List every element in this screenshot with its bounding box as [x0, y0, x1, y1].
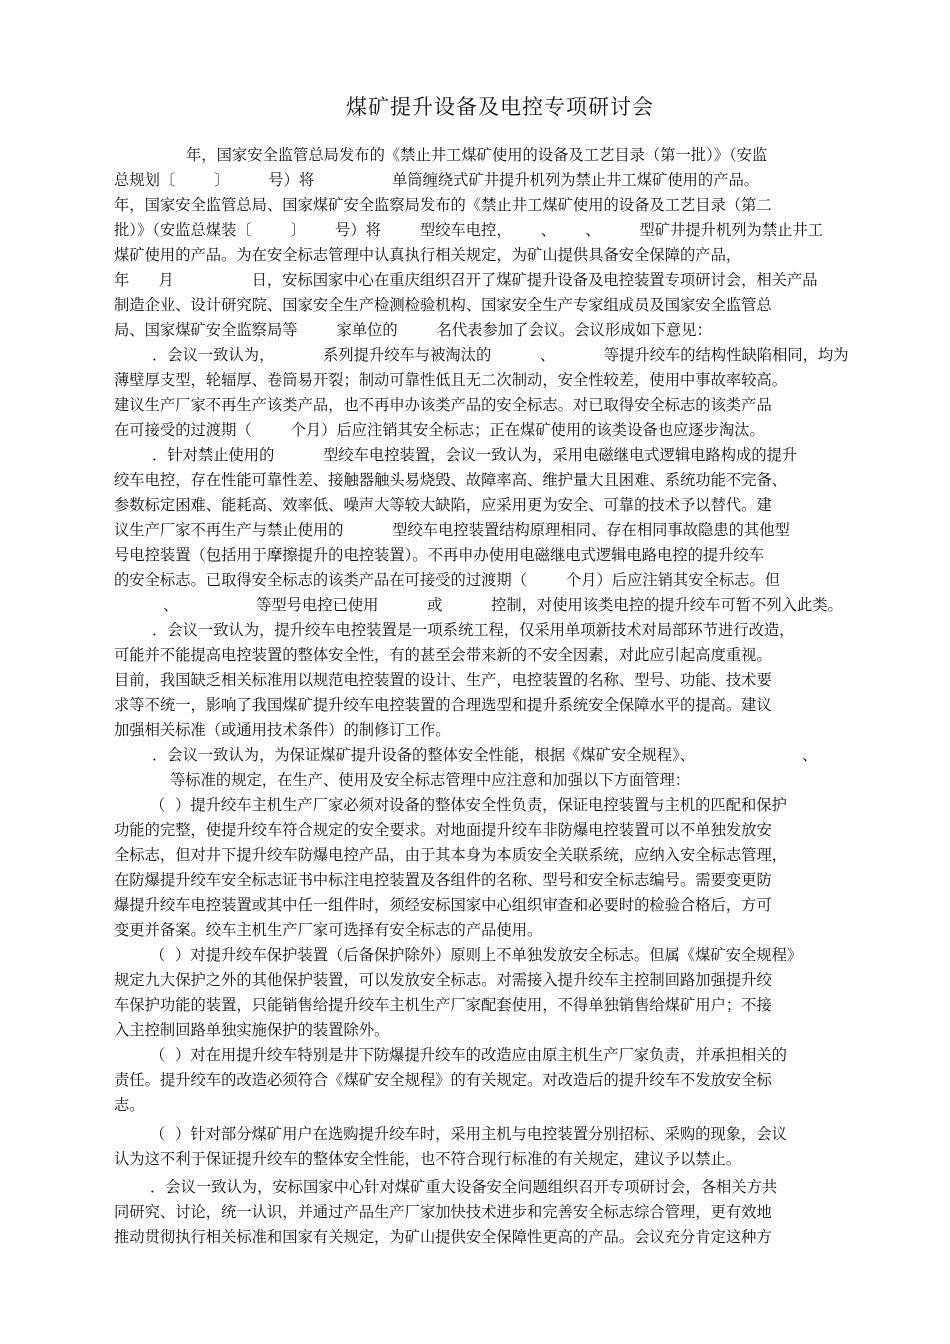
body-line: （ ）提升绞车主机生产厂家必须对设备的整体安全性负责，保证电控装置与主机的匹配和保护	[150, 796, 787, 814]
body-line: （ ）对在用提升绞车特别是井下防爆提升绞车的改造应由原主机生产厂家负责，并承担相关的	[150, 1046, 787, 1064]
body-line: ．针对禁止使用的 型绞车电控装置，会议一致认为，采用电磁继电式逻辑电路构成的提升	[152, 446, 798, 464]
body-line: ．会议一致认为，为保证煤矿提升设备的整体安全性能，根据《煤矿安全规程》、 、	[152, 746, 818, 764]
body-line: ．会议一致认为， 系列提升绞车与被淘汰的 、 等提升绞车的结构性缺陷相同，均为	[152, 346, 849, 364]
body-line: 薄壁厚支型，轮辐厚、卷筒易开裂；制动可靠性低且无二次制动，安全性较差，使用中事故率较高。	[114, 371, 788, 389]
body-line: 全标志，但对井下提升绞车防爆电控产品，由于其本身为本质安全关联系统，应纳入安全标志管理，	[114, 846, 788, 864]
body-line: 功能的完整，使提升绞车符合规定的安全要求。对地面提升绞车非防爆电控装置可以不单独发放安	[114, 821, 772, 839]
body-line: 年，国家安全监管总局、国家煤矿安全监察局发布的《禁止井工煤矿使用的设备及工艺目录（第二	[114, 196, 772, 214]
body-line: 参数标定困难、能耗高、效率低、噪声大等较大缺陷，应采用更为安全、可靠的技术予以替代。建	[114, 496, 772, 514]
body-line: 号电控装置（包括用于摩擦提升的电控装置）。不再申办使用电磁继电式逻辑电路电控的提升绞车	[114, 546, 765, 564]
body-line: 规定九大保护之外的其他保护装置，可以发放安全标志。对需接入提升绞车主控制回路加强提升绞	[114, 971, 772, 989]
body-line: 等标准的规定，在生产、使用及安全标志管理中应注意和加强以下方面管理：	[170, 771, 691, 789]
body-line: 在可接受的过渡期（ 个月）后应注销其安全标志；正在煤矿使用的该类设备也应逐步淘汰。	[114, 421, 765, 439]
body-line: 求等不统一，影响了我国煤矿提升绞车电控装置的合理选型和提升系统安全保障水平的提高。建议	[114, 696, 772, 714]
body-line: 在防爆提升绞车安全标志证书中标注电控装置及各组件的名称、型号和安全标志编号。需要变更防	[114, 871, 772, 889]
body-line: 年 月 日，安标国家中心在重庆组织召开了煤矿提升设备及电控装置专项研讨会，相关产品	[114, 271, 818, 289]
body-line: 爆提升绞车电控装置或其中任一组件时，须经安标国家中心组织审查和必要时的检验合格后，方可	[114, 896, 772, 914]
body-line: 入主控制回路单独实施保护的装置除外。	[114, 1021, 390, 1039]
body-line: 煤矿使用的产品。为在安全标志管理中认真执行相关规定，为矿山提供具备安全保障的产品，	[114, 246, 742, 264]
body-line: 责任。提升绞车的改造必须符合《煤矿安全规程》的有关规定。对改造后的提升绞车不发放安全标	[114, 1071, 772, 1089]
body-line: 、 等型号电控已使用 或 控制，对使用该类电控的提升绞车可暂不列入此类。	[163, 596, 843, 614]
body-line: 年，国家安全监管总局发布的《禁止井工煤矿使用的设备及工艺目录（第一批）》（安监	[186, 146, 768, 164]
body-line: 认为这不利于保证提升绞车的整体安全性能，也不符合现行标准的有关规定，建议予以禁止。	[114, 1150, 742, 1168]
body-line: ．会议一致认为，提升绞车电控装置是一项系统工程，仅采用单项新技术对局部环节进行改造，	[152, 621, 795, 639]
body-line: 议生产厂家不再生产与禁止使用的 型绞车电控装置结构原理相同、存在相同事故隐患的其他型	[114, 521, 790, 539]
body-line: ．会议一致认为，安标国家中心针对煤矿重大设备安全问题组织召开专项研讨会，各相关方共	[150, 1178, 778, 1196]
body-line: （ ）针对部分煤矿用户在选购提升绞车时，采用主机与电控装置分别招标、采购的现象，会议	[150, 1125, 787, 1143]
body-line: 变更并备案。绞车主机生产厂家可选择有安全标志的产品使用。	[114, 921, 543, 939]
document-title: 煤矿提升设备及电控专项研讨会	[346, 95, 654, 119]
body-line: 加强相关标准（或通用技术条件）的制修订工作。	[114, 721, 451, 739]
body-line: 可能并不能提高电控装置的整体安全性，有的甚至会带来新的不安全因素，对此应引起高度重视。	[114, 646, 772, 664]
body-line: 的安全标志。已取得安全标志的该类产品在可接受的过渡期（ 个月）后应注销其安全标志。但	[114, 571, 781, 589]
body-line: 批）》（安监总煤装〔 〕 号）将 型绞车电控， 、 、 型矿井提升机列为禁止井工	[114, 221, 824, 239]
body-line: 局、国家煤矿安全监察局等 家单位的 名代表参加了会议。会议形成如下意见：	[114, 321, 712, 339]
body-line: 推动贯彻执行相关标准和国家有关规定，为矿山提供安全保障性更高的产品。会议充分肯定这种方	[114, 1228, 772, 1246]
body-line: 车保护功能的装置，只能销售给提升绞车主机生产厂家配套使用，不得单独销售给煤矿用户；不接	[114, 996, 772, 1014]
body-line: 目前，我国缺乏相关标准用以规范电控装置的设计、生产，电控装置的名称、型号、功能、技术要	[114, 671, 772, 689]
body-line: （ ）对提升绞车保护装置（后备保护除外）原则上不单独发放安全标志。但属《煤矿安全规程》	[150, 946, 803, 964]
body-line: 建议生产厂家不再生产该类产品，也不再申办该类产品的安全标志。对已取得安全标志的该类产品	[114, 396, 772, 414]
body-line: 绞车电控，存在性能可靠性差、接触器触头易烧毁、故障率高、维护量大且困难、系统功能不完备、	[114, 471, 788, 489]
body-line: 制造企业、设计研究院、国家安全生产检测检验机构、国家安全生产专家组成员及国家安全监管总	[114, 296, 772, 314]
body-line: 志。	[114, 1096, 145, 1114]
body-line: 总规划〔 〕 号）将 单筒缠绕式矿井提升机列为禁止井工煤矿使用的产品。	[114, 171, 760, 189]
body-line: 同研究、讨论，统一认识，并通过产品生产厂家加快技术进步和完善安全标志综合管理，更有效地	[114, 1203, 772, 1221]
